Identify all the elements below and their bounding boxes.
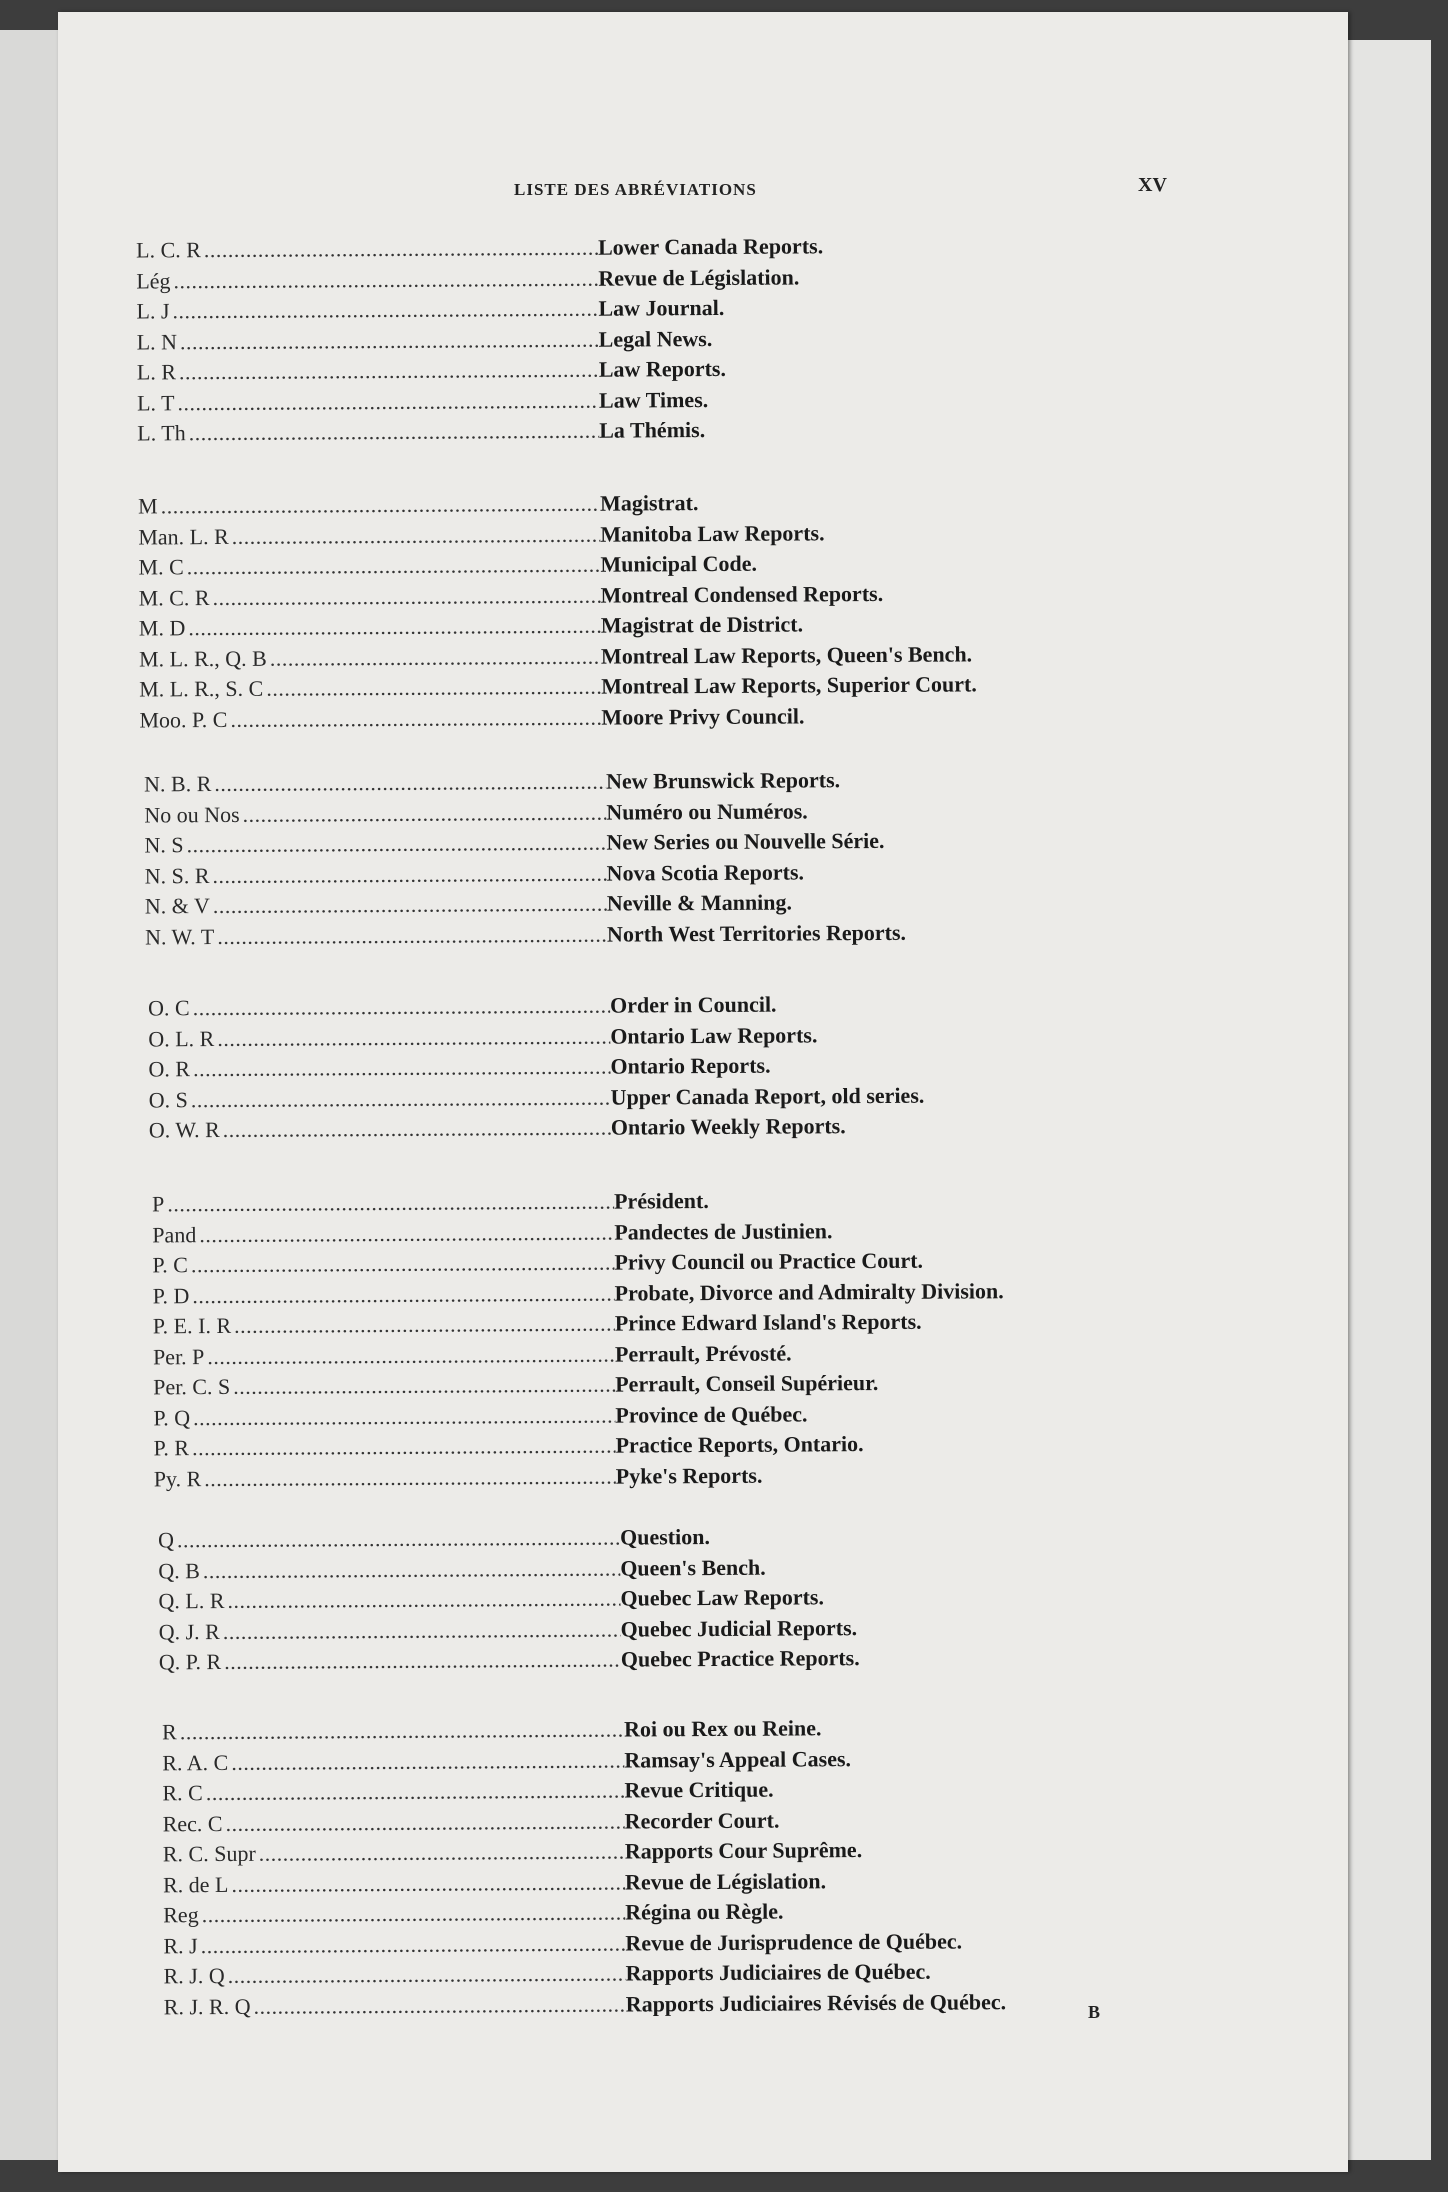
abbreviation-meaning: Practice Reports, Ontario.: [615, 1431, 864, 1458]
abbreviation-meaning: Président.: [614, 1188, 709, 1214]
abbreviation: R. J . . .: [163, 1928, 625, 1961]
abbreviation-meaning: Question.: [620, 1524, 711, 1550]
page-title: LISTE DES ABRÉVIATIONS: [514, 180, 757, 199]
abbreviation-meaning: Moore Privy Council.: [601, 702, 805, 730]
abbreviation: O. C . . .: [148, 991, 610, 1024]
page-header: [58, 172, 1348, 202]
abbreviation-meaning: Quebec Practice Reports.: [620, 1645, 860, 1672]
abbreviation-meaning: Revue de Législation.: [624, 1867, 827, 1895]
abbreviation: P. C . . .: [152, 1248, 614, 1281]
abbreviation-meaning: Régina ou Règle.: [625, 1898, 784, 1925]
abbreviation-meaning: Law Reports.: [598, 355, 727, 382]
abbreviation-meaning: Ontario Weekly Reports.: [610, 1113, 846, 1140]
abbreviation-meaning: Ontario Reports.: [610, 1052, 771, 1079]
abbreviation-meaning: Revue Critique.: [624, 1776, 774, 1803]
abbreviation: Rec. C . . .: [163, 1806, 625, 1839]
abbreviation-meaning: Probate, Divorce and Admiralty Division.: [614, 1277, 1004, 1306]
signature-mark: B: [1088, 2002, 1101, 2022]
adjacent-page-edge: [0, 30, 64, 2160]
abbreviation-meaning: Law Times.: [598, 386, 709, 413]
abbreviation-entry: [149, 1108, 1439, 1146]
abbreviation-meaning: Privy Council ou Practice Court.: [614, 1247, 924, 1275]
abbreviation: Reg . . .: [163, 1898, 625, 1931]
abbreviation: Per. C. S . . .: [153, 1370, 615, 1403]
document-page: [58, 12, 1348, 2172]
abbreviation-meaning: Magistrat de District.: [600, 611, 804, 638]
abbreviation-meaning: Ramsay's Appeal Cases.: [624, 1745, 852, 1773]
abbreviation: M. L. R., Q. B . . .: [139, 641, 601, 674]
abbreviation-meaning: Neville & Manning.: [606, 889, 793, 916]
abbreviation-meaning: Prince Edward Island's Reports.: [614, 1308, 922, 1336]
abbreviation-meaning: Montreal Condensed Reports.: [600, 580, 884, 608]
abbreviation-entry: [137, 411, 1427, 449]
abbreviation-meaning: Rapports Judiciaires Révisés de Québec.: [625, 1988, 1007, 2017]
abbreviation-meaning: Lower Canada Reports.: [598, 233, 824, 260]
abbreviation-meaning: Revue de Jurisprudence de Québec.: [625, 1927, 963, 1956]
abbreviation-group: [58, 986, 1439, 1147]
abbreviation: M . . .: [138, 489, 600, 522]
abbreviation-meaning: Quebec Judicial Reports.: [620, 1614, 858, 1642]
abbreviation: P. E. I. R . . .: [153, 1309, 615, 1342]
abbreviation-group: [58, 1518, 1448, 1679]
abbreviation: Man. L. R . . .: [138, 519, 600, 552]
abbreviation-group: [58, 484, 1429, 736]
abbreviation: O. S . . .: [149, 1082, 611, 1115]
abbreviation: R. J. R. Q . . .: [164, 1989, 626, 2022]
abbreviation-meaning: Quebec Law Reports.: [620, 1584, 825, 1611]
page-number: XV: [1138, 174, 1167, 196]
abbreviation-entry: [164, 1984, 1448, 2022]
abbreviation-meaning: Rapports Judiciaires de Québec.: [625, 1958, 931, 1986]
abbreviation: Q. B . . .: [158, 1553, 620, 1586]
abbreviation: Py. R . . .: [154, 1461, 616, 1494]
abbreviation: N. & V . . .: [145, 889, 607, 922]
abbreviation-meaning: Numéro ou Numéros.: [606, 797, 808, 825]
abbreviation: Q . . .: [158, 1523, 620, 1556]
abbreviation-meaning: Legal News.: [598, 325, 713, 352]
abbreviation-meaning: Pandectes de Justinien.: [614, 1217, 833, 1245]
abbreviation-meaning: Law Journal.: [598, 294, 725, 321]
abbreviation: M. D . . .: [139, 611, 601, 644]
abbreviation: N. S. R . . .: [145, 858, 607, 891]
abbreviation: L. J . . .: [136, 294, 598, 327]
abbreviation-meaning: Ontario Law Reports.: [610, 1021, 818, 1049]
abbreviation: L. R . . .: [137, 355, 599, 388]
abbreviation: L. Th . . .: [137, 416, 599, 449]
abbreviation: R . . .: [162, 1715, 624, 1748]
abbreviation: N. W. T . . .: [145, 919, 607, 952]
abbreviation: Lég . . .: [136, 263, 598, 296]
abbreviation-meaning: Perrault, Conseil Supérieur.: [615, 1369, 879, 1397]
abbreviation-meaning: Roi ou Rex ou Reine.: [624, 1715, 822, 1742]
abbreviation: O. W. R . . .: [149, 1113, 611, 1146]
abbreviation: O. R . . .: [148, 1052, 610, 1085]
abbreviation: M. C. R . . .: [139, 580, 601, 613]
abbreviation-meaning: Upper Canada Report, old series.: [610, 1082, 925, 1110]
abbreviation: R. A. C . . .: [162, 1745, 624, 1778]
abbreviation-group: [58, 762, 1435, 953]
abbreviation-meaning: New Series ou Nouvelle Série.: [606, 827, 885, 855]
abbreviation: P. D . . .: [153, 1278, 615, 1311]
abbreviation-meaning: Rapports Cour Suprême.: [624, 1837, 863, 1864]
abbreviation: P. R . . .: [153, 1431, 615, 1464]
abbreviation-entry: [154, 1456, 1444, 1494]
abbreviation: Per. P . . .: [153, 1339, 615, 1372]
abbreviation: No ou Nos . . .: [144, 797, 606, 830]
abbreviation-entry: [159, 1640, 1448, 1678]
abbreviation-meaning: Pyke's Reports.: [615, 1462, 763, 1489]
abbreviation: L. C. R . . .: [136, 233, 598, 266]
abbreviation-meaning: Perrault, Prévosté.: [614, 1340, 792, 1367]
abbreviation-group: [58, 228, 1427, 450]
abbreviation: R. C . . .: [162, 1776, 624, 1809]
abbreviation: M. C . . .: [138, 550, 600, 583]
abbreviation: R. de L . . .: [163, 1867, 625, 1900]
abbreviation: Pand . . .: [152, 1217, 614, 1250]
abbreviation-meaning: New Brunswick Reports.: [606, 767, 841, 794]
abbreviation: Q. L. R . . .: [158, 1584, 620, 1617]
abbreviation-meaning: Nova Scotia Reports.: [606, 858, 805, 886]
abbreviation: P . . .: [152, 1187, 614, 1220]
abbreviation: N. S . . .: [144, 828, 606, 861]
abbreviation-meaning: Montreal Law Reports, Superior Court.: [601, 671, 977, 699]
abbreviation: L. T . . .: [137, 385, 599, 418]
abbreviation: M. L. R., S. C . . .: [139, 672, 601, 705]
abbreviation: Moo. P. C . . .: [139, 702, 601, 735]
abbreviation: R. C. Supr . . .: [163, 1837, 625, 1870]
abbreviation: Q. J. R . . .: [159, 1614, 621, 1647]
abbreviation-meaning: Montreal Law Reports, Queen's Bench.: [600, 640, 973, 669]
abbreviation: O. L. R . . .: [148, 1021, 610, 1054]
abbreviation-meaning: Municipal Code.: [600, 550, 757, 577]
abbreviation: L. N . . .: [137, 324, 599, 357]
abbreviation-group: [58, 1709, 1448, 2023]
abbreviation: R. J. Q . . .: [163, 1959, 625, 1992]
abbreviation-meaning: Revue de Législation.: [598, 263, 800, 291]
abbreviation-meaning: Recorder Court.: [624, 1807, 780, 1834]
abbreviation-meaning: Order in Council.: [610, 991, 777, 1018]
abbreviation-entry: [145, 914, 1435, 952]
abbreviation-meaning: Magistrat.: [600, 490, 699, 516]
abbreviation: Q. P. R . . .: [159, 1645, 621, 1678]
abbreviation-meaning: Province de Québec.: [615, 1400, 808, 1428]
abbreviation: P. Q . . .: [153, 1400, 615, 1433]
abbreviation: N. B. R . . .: [144, 767, 606, 800]
abbreviation-meaning: North West Territories Reports.: [606, 919, 907, 947]
abbreviation-meaning: Queen's Bench.: [620, 1554, 766, 1581]
abbreviation-meaning: La Thémis.: [599, 417, 706, 443]
abbreviation-entry: [139, 697, 1429, 735]
abbreviation-meaning: Manitoba Law Reports.: [600, 519, 825, 547]
abbreviation-group: [58, 1182, 1444, 1495]
